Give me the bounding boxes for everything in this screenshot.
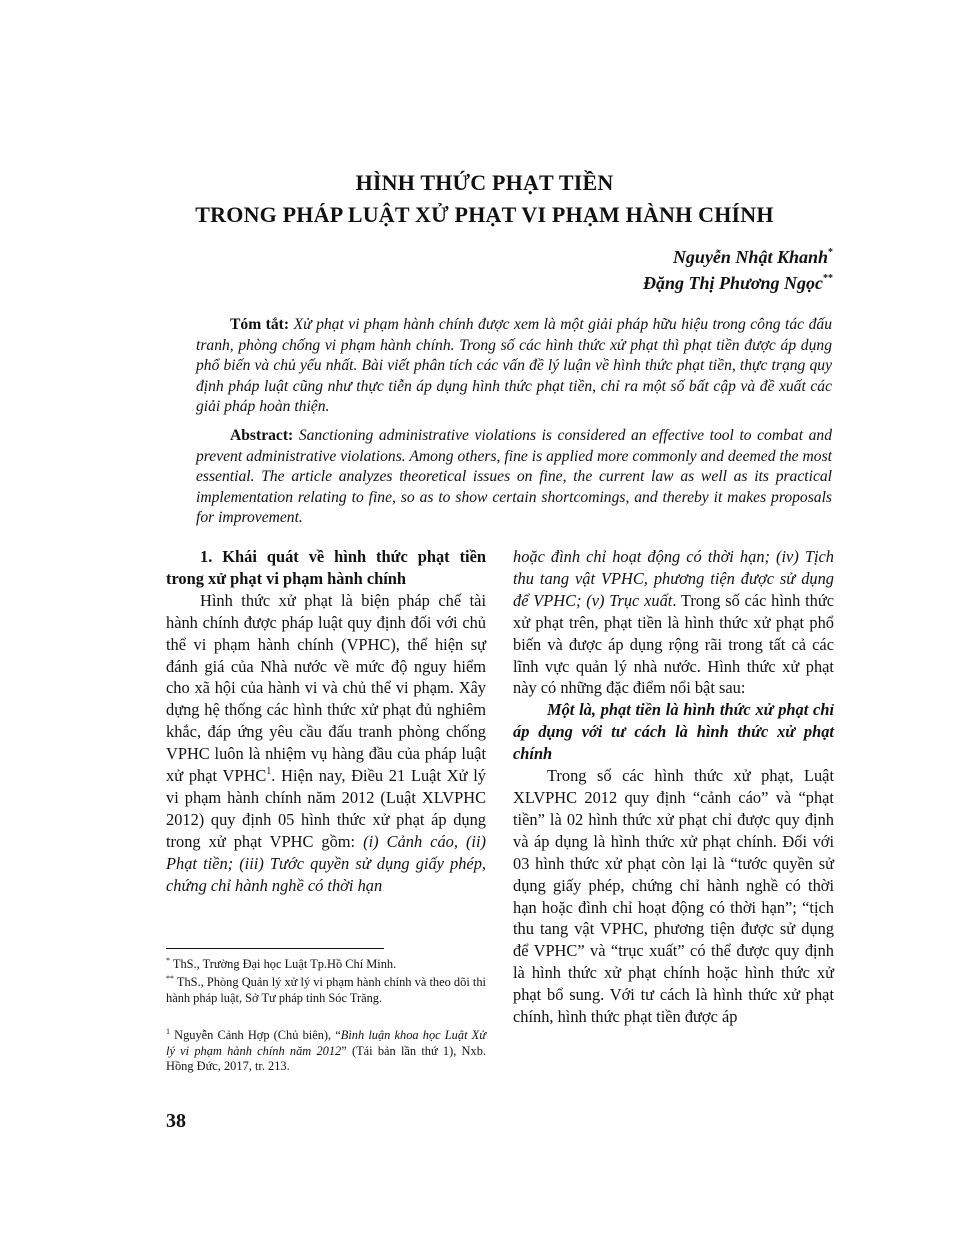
page-number: 38 — [166, 1110, 186, 1132]
subheading: Một là, phạt tiền là hình thức xử phạt chỉ áp dụng với tư cách là hình thức xử phạt chính — [513, 700, 834, 764]
author-2-mark: ** — [823, 273, 833, 284]
article-title-line-2: TRONG PHÁP LUẬT XỬ PHẠT VI PHẠM HÀNH CHÍNH — [195, 202, 774, 227]
abstract-english — [196, 426, 832, 529]
footnote-3-italic: Bình luận khoa học Luật Xử lý vi phạm hành chính năm 2012 — [166, 1028, 486, 1058]
left-paragraph — [166, 590, 486, 897]
footnote-divider — [166, 948, 384, 949]
footnote-2 — [166, 975, 486, 1006]
footnote-3-text-a: Nguyễn Cảnh Hợp (Chủ biên), “ — [170, 1028, 341, 1042]
right-paragraph: Trong số các hình thức xử phạt, Luật XLVPHC 2012 quy định “cảnh cáo” và “phạt tiền” là 02 hình thức xử phạt chỉ được quy định và áp dụng là hình thức xử phạt chính. Đối với 03 hình thức xử phạt còn lại là “tước quyền sử dụng giấy phép, chứng chỉ hành nghề có thời hạn hoặc đình chỉ hoạt động có thời hạn”; “tịch thu tang vật VPHC, phương tiện được sử dụng để VPHC” và “trục xuất” có thể được quy định là hình thức xử phạt chính hoặc hình thức xử phạt bổ sung. Với tư cách là hình thức xử phạt chính, hình thức phạt tiền được áp — [513, 766, 834, 1027]
author-2-name: Đặng Thị Phương Ngọc — [643, 273, 823, 293]
abstract-en-label: Abstract: — [230, 427, 294, 444]
right-continuation — [513, 546, 834, 699]
abstract-en-text: Sanctioning administrative violations is considered an effective tool to combat and prevent administrative violations. Among others, fine is applied more commonly and deemed the most essential. The article analyzes theoretical issues on fine, the current law as well as its practical implementation relating to fine, so as to show certain shortcomings, and thereby it makes proposals for improvement. — [196, 427, 832, 527]
footnote-3-text-b: ” (Tái bản lần thứ 1), Nxb. Hồng Đức, 2017, tr. 213. — [166, 1043, 486, 1074]
abstract-vi-text: Xử phạt vi phạm hành chính được xem là một giải pháp hữu hiệu trong công tác đấu tranh, phòng chống vi phạm hành chính. Trong số các hình thức xử phạt thì phạt tiền được áp dụng phổ biến và chủ yếu nhất. Bài viết phân tích các vấn đề lý luận về hình thức phạt tiền, thực trạng quy định pháp luật cũng như thực tiễn áp dụng hình thức phạt tiền, chỉ ra một số bất cập và đề xuất các giải pháp hoàn thiện. — [196, 316, 832, 416]
abstract-vi-label: Tóm tắt: — [230, 316, 290, 333]
footnote-ref-1[interactable]: 1 — [266, 766, 272, 778]
right-continuation-text: . Trong số các hình thức xử phạt trên, phạt tiền là hình thức xử phạt phổ biến và được áp dụng rộng rãi trong tất cả các lĩnh vực quản lý nhà nước. Hình thức xử phạt này có những đặc điểm nổi bật sau: — [513, 590, 834, 698]
left-column — [166, 546, 486, 897]
footnote-2-mark: ** — [166, 974, 174, 983]
section-heading: 1. Khái quát về hình thức phạt tiền trong xử phạt vi phạm hành chính — [166, 547, 486, 588]
footnote-3 — [166, 1028, 486, 1075]
right-column — [513, 546, 834, 1028]
author-1 — [673, 247, 833, 268]
author-1-name: Nguyễn Nhật Khanh — [672, 247, 828, 267]
article-title-line-1: HÌNH THỨC PHẠT TIỀN — [355, 170, 614, 195]
author-2 — [643, 273, 833, 294]
right-continuation-italic: hoặc đình chỉ hoạt động có thời hạn; (iv) Tịch thu tang vật VPHC, phương tiện được sử dụng để VPHC; (v) Trục xuất — [513, 547, 834, 610]
footnote-1 — [166, 957, 486, 973]
left-paragraph-text-b: . Hiện nay, Điều 21 Luật Xử lý vi phạm hành chính năm 2012 (Luật XLVPHC 2012) quy định 05 hình thức xử phạt áp dụng trong xử phạt VPHC gồm: — [166, 766, 486, 851]
abstract-vietnamese — [196, 315, 832, 418]
footnote-1-text: ThS., Trường Đại học Luật Tp.Hồ Chí Minh. — [170, 957, 397, 971]
left-paragraph-italic: (i) Cảnh cáo, (ii) Phạt tiền; (iii) Tước quyền sử dụng giấy phép, chứng chỉ hành nghề có thời hạn — [166, 831, 486, 895]
footnote-3-mark: 1 — [166, 1027, 170, 1036]
footnote-2-text: ThS., Phòng Quản lý xử lý vi phạm hành chính và theo dõi thi hành pháp luật, Sở Tư pháp tỉnh Sóc Trăng. — [166, 975, 486, 1005]
author-1-mark: * — [828, 247, 833, 258]
left-paragraph-text-a: Hình thức xử phạt là biện pháp chế tài hành chính được pháp luật quy định đối với chủ thể vi phạm hành chính (VPHC), thể hiện sự đánh giá của Nhà nước về mức độ nguy hiểm cho xã hội của hành vi và chủ thể vi phạm. Xây dựng hệ thống các hình thức xử phạt đủ nghiêm khắc, đáp ứng yêu cầu đấu tranh phòng chống VPHC luôn là nhiệm vụ hàng đầu của pháp luật xử phạt VPHC — [166, 590, 486, 786]
footnote-1-mark: * — [166, 956, 170, 965]
